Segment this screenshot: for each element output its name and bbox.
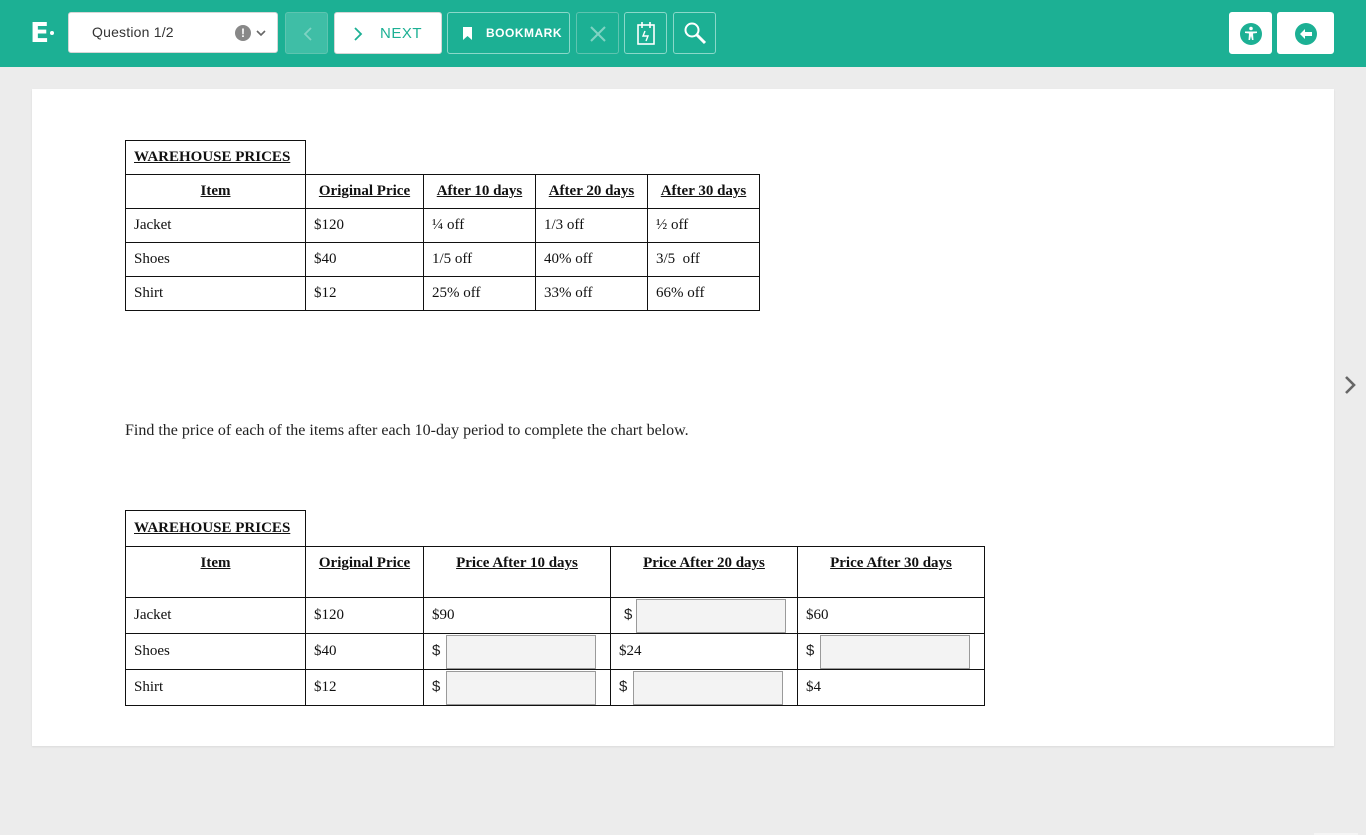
table-cell: $4 xyxy=(798,670,985,706)
table-cell: $40 xyxy=(306,634,424,670)
chevron-right-icon xyxy=(352,26,364,42)
top-toolbar xyxy=(0,0,1366,67)
answer-cell xyxy=(424,634,611,670)
table-cell: $24 xyxy=(611,634,798,670)
table-cell: $120 xyxy=(306,598,424,634)
warehouse-prices-table xyxy=(125,140,760,311)
dollar-prefix: $ xyxy=(432,677,441,695)
column-header: After 30 days xyxy=(648,175,760,209)
next-label: NEXT xyxy=(380,25,423,42)
chevron-left-icon xyxy=(302,26,314,42)
accessibility-button[interactable] xyxy=(1229,12,1272,54)
table-cell: $12 xyxy=(306,670,424,706)
table-row xyxy=(126,243,760,277)
dollar-prefix: $ xyxy=(619,677,628,695)
column-header: Price After 20 days xyxy=(611,547,798,598)
column-header: After 20 days xyxy=(536,175,648,209)
table-cell: $90 xyxy=(424,598,611,634)
question-instruction: Find the price of each of the items after each 10-day period to complete the chart below. xyxy=(125,422,689,439)
bookmark-button[interactable] xyxy=(447,12,570,54)
table-cell: Shoes xyxy=(126,634,306,670)
dollar-prefix: $ xyxy=(806,641,815,659)
question-select-label: Question 1/2 xyxy=(92,24,174,40)
answer-table xyxy=(125,510,985,706)
column-header: Price After 30 days xyxy=(798,547,985,598)
table-row xyxy=(126,634,985,670)
table-row xyxy=(126,277,760,311)
notepad-icon xyxy=(636,21,656,45)
next-page-arrow-icon[interactable] xyxy=(1343,375,1357,395)
accessibility-icon xyxy=(1240,23,1262,45)
close-icon xyxy=(589,25,607,43)
previous-button[interactable] xyxy=(285,12,328,54)
table-cell: 66% off xyxy=(648,277,760,311)
app-logo: E xyxy=(30,16,50,49)
magnifier-button[interactable] xyxy=(673,12,716,54)
back-arrow-icon xyxy=(1295,23,1317,45)
table-cell: ½ off xyxy=(648,209,760,243)
column-header: Original Price xyxy=(306,547,424,598)
shoes-30-day-price-input[interactable] xyxy=(820,635,970,669)
table-cell: Shirt xyxy=(126,277,306,311)
table-cell: Jacket xyxy=(126,598,306,634)
table-cell: ¼ off xyxy=(424,209,536,243)
bookmark-icon xyxy=(462,27,473,40)
answer-cell xyxy=(798,634,985,670)
jacket-20-day-price-input[interactable] xyxy=(636,599,786,633)
table-row xyxy=(126,209,760,243)
notepad-button[interactable] xyxy=(624,12,667,54)
column-header: Item xyxy=(126,175,306,209)
column-header: Price After 10 days xyxy=(424,547,611,598)
column-header: Original Price xyxy=(306,175,424,209)
table-cell: 1/3 off xyxy=(536,209,648,243)
next-button[interactable] xyxy=(334,12,442,54)
table-cell: 1/5 off xyxy=(424,243,536,277)
exit-button[interactable] xyxy=(1277,12,1334,54)
table-row xyxy=(126,670,985,706)
column-header: Item xyxy=(126,547,306,598)
flag-icon: ! xyxy=(235,25,251,41)
dollar-prefix: $ xyxy=(624,605,633,623)
table-row xyxy=(126,598,985,634)
column-header: After 10 days xyxy=(424,175,536,209)
magnifier-icon xyxy=(683,21,707,45)
table-cell: 33% off xyxy=(536,277,648,311)
answer-cell xyxy=(611,598,798,634)
answer-cell xyxy=(424,670,611,706)
question-card xyxy=(32,89,1334,746)
question-select[interactable] xyxy=(68,12,278,53)
dollar-prefix: $ xyxy=(432,641,441,659)
table-cell: 40% off xyxy=(536,243,648,277)
table-title: WAREHOUSE PRICES xyxy=(126,141,306,175)
bookmark-label: BOOKMARK xyxy=(486,26,562,40)
table-cell: 3/5 off xyxy=(648,243,760,277)
table-cell: Jacket xyxy=(126,209,306,243)
answer-cell xyxy=(611,670,798,706)
logo-dot xyxy=(50,31,54,35)
table-cell: 25% off xyxy=(424,277,536,311)
table-cell: $60 xyxy=(798,598,985,634)
answer-eliminator-button[interactable] xyxy=(576,12,619,54)
table-title: WAREHOUSE PRICES xyxy=(126,511,306,547)
chevron-down-icon xyxy=(255,27,267,39)
shirt-10-day-price-input[interactable] xyxy=(446,671,596,705)
table-cell: Shirt xyxy=(126,670,306,706)
table-cell: $12 xyxy=(306,277,424,311)
shoes-10-day-price-input[interactable] xyxy=(446,635,596,669)
table-cell: Shoes xyxy=(126,243,306,277)
table-cell: $40 xyxy=(306,243,424,277)
table-cell: $120 xyxy=(306,209,424,243)
shirt-20-day-price-input[interactable] xyxy=(633,671,783,705)
